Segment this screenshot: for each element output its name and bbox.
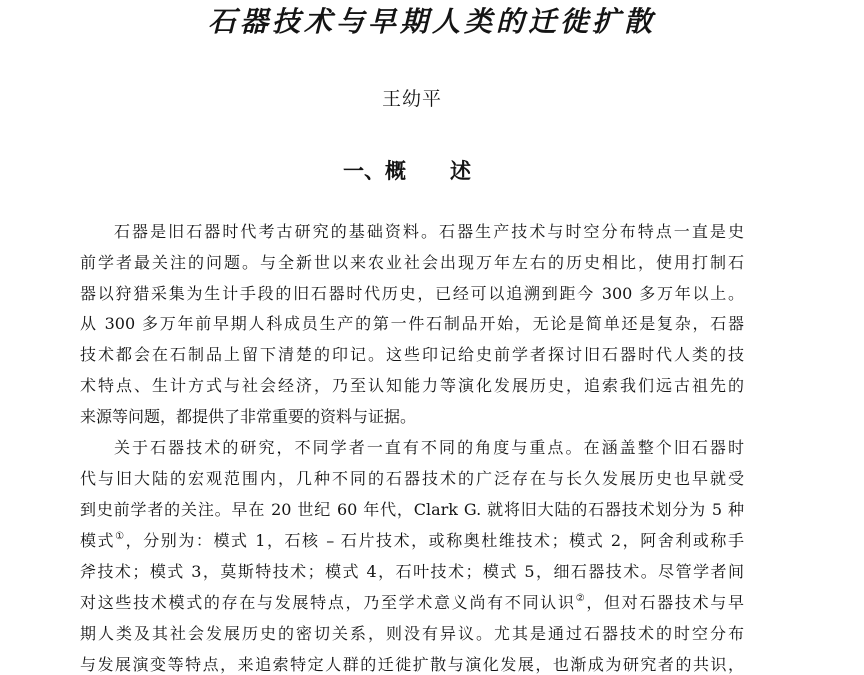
- paragraph-2-line-8: 与发展演变等特点，来追索特定人群的迁徙扩散与演化发展，也渐成为研究者的共识，: [80, 655, 744, 674]
- footnote-ref-1[interactable]: ①: [115, 530, 126, 542]
- p2-line4-before: 模式: [80, 531, 116, 550]
- paragraph-2-line-2: 代与旧大陆的宏观范围内，几种不同的石器技术的广泛存在与长久发展历史也早就受: [80, 469, 744, 488]
- footnote-ref-2[interactable]: ②: [575, 592, 587, 604]
- section-heading: [343, 156, 471, 186]
- paragraph-1-line-6: 术特点、生计方式与社会经济，乃至认知能力等演化发展历史，追索我们远古祖先的: [80, 376, 744, 395]
- p2-line4-after: ，分别为：模式 1，石核 – 石片技术，或称奥杜维技术；模式 2，阿舍利或称手: [125, 531, 744, 550]
- author-name: 王幼平: [381, 88, 442, 110]
- paragraph-1-line-5: 技术都会在石制品上留下清楚的印记。这些印记给史前学者探讨旧石器时代人类的技: [80, 345, 744, 364]
- section-number: 一、: [343, 159, 385, 183]
- paragraph-2-line-7: 期人类及其社会发展历史的密切关系，则没有异议。尤其是通过石器技术的时空分布: [80, 624, 744, 643]
- section-title-part1: 概: [385, 159, 406, 183]
- paragraph-1-line-4: 从 300 多万年前早期人科成员生产的第一件石制品开始，无论是简单还是复杂，石器: [80, 314, 744, 333]
- paragraph-2-line-1: 关于石器技术的研究，不同学者一直有不同的角度与重点。在涵盖整个旧石器时: [114, 438, 744, 457]
- p2-line6-before: 对这些技术模式的存在与发展特点，乃至学术意义尚有不同认识: [80, 593, 576, 612]
- paragraph-1-line-2: 前学者最关注的问题。与全新世以来农业社会出现万年左右的历史相比，使用打制石: [80, 253, 744, 272]
- p2-line6-after: ，但对石器技术与早: [586, 593, 744, 612]
- paragraph-2-line-4: [80, 531, 744, 551]
- article-title: 石器技术与早期人类的迁徙扩散: [207, 5, 656, 38]
- paragraph-2-line-5: 斧技术；模式 3，莫斯特技术；模式 4，石叶技术；模式 5，细石器技术。尽管学者间: [80, 562, 744, 581]
- paragraph-1-line-7: 来源等问题，都提供了非常重要的资料与证据。: [80, 407, 417, 426]
- paragraph-1-line-1: 石器是旧石器时代考古研究的基础资料。石器生产技术与时空分布特点一直是史: [114, 222, 744, 241]
- paragraph-2-line-3: 到史前学者的关注。早在 20 世纪 60 年代，Clark G. 就将旧大陆的石器技术划分为 5 种: [80, 500, 744, 519]
- paragraph-2-line-6: [80, 593, 744, 613]
- section-title-part2: 述: [450, 159, 471, 183]
- paragraph-1-line-3: 器以狩猎采集为生计手段的旧石器时代历史，已经可以追溯到距今 300 多万年以上。: [80, 284, 744, 303]
